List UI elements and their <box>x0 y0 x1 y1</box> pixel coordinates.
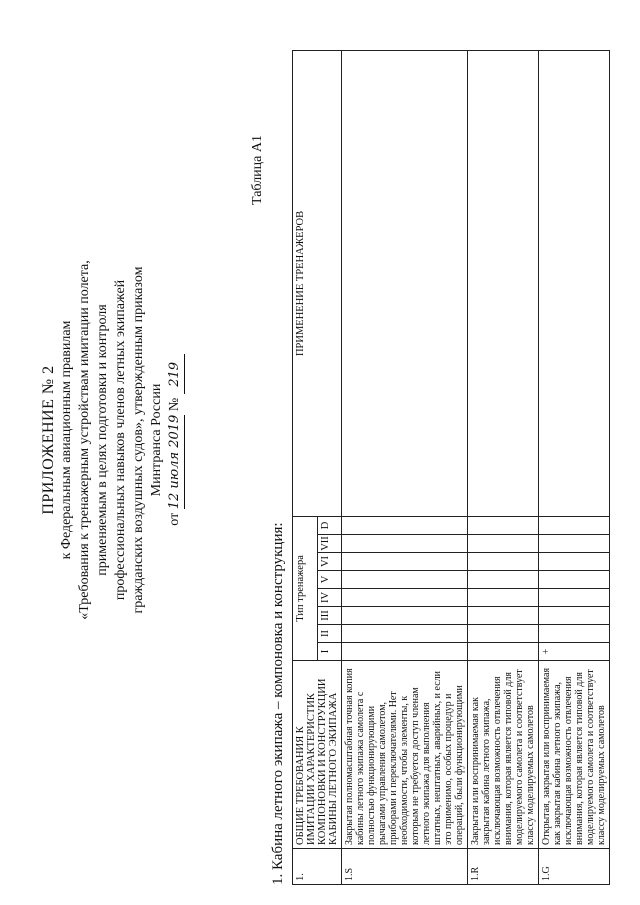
row-type-mark <box>342 516 468 534</box>
row-type-mark <box>468 643 539 661</box>
header-line-3: «Требования к тренажерным устройствам имитации полета, <box>77 260 92 620</box>
table-label: Таблица А1 <box>250 135 265 205</box>
header-description: ОБЩИЕ ТРЕБОВАНИЯ К ИМИТАЦИИ ХАРАКТЕРИСТИК КОМПОНОВКИ И КОНСТРУКЦИИ КАБИНЫ ЛЕТНОГО ЭКИПАЖА <box>293 661 342 849</box>
number-prefix: № <box>167 397 182 412</box>
order-number: 219 <box>166 354 185 394</box>
row-type-mark <box>539 553 610 571</box>
header-line-2: к Федеральным авиационным правилам <box>59 320 74 560</box>
header-type-vii: VII <box>317 535 342 553</box>
header-number: 1. <box>293 849 342 885</box>
appendix-header <box>40 170 185 710</box>
row-type-mark <box>468 571 539 589</box>
table-body <box>342 51 610 885</box>
row-type-mark <box>539 535 610 553</box>
row-type-mark <box>468 625 539 643</box>
row-application <box>342 51 468 517</box>
row-type-mark <box>468 589 539 607</box>
table-header-row <box>293 51 318 885</box>
header-line-6: гражданских воздушных судов», утвержденным приказом <box>131 266 146 614</box>
appendix-title: ПРИЛОЖЕНИЕ № 2 <box>40 365 57 515</box>
row-type-mark <box>539 589 610 607</box>
table-row <box>468 51 539 885</box>
header-type-v: V <box>317 571 342 589</box>
section-title: 1. Кабина летного экипажа – компоновка и конструкция: <box>270 522 286 885</box>
row-type-mark <box>342 535 468 553</box>
row-number: 1.S <box>342 849 468 885</box>
date-prefix: от <box>167 512 182 526</box>
row-description: Открытая, закрытая или воспринимаемая как закрытая кабина летного экипажа, исключающая возможность отвлечения внимания, которая является типовой для моделируемого самолета и соответствует классу моделируемых самолетов <box>539 661 610 849</box>
header-application: ПРИМЕНЕНИЕ ТРЕНАЖЕРОВ <box>293 51 342 517</box>
header-line-7: Минтранса России <box>149 383 164 497</box>
row-type-mark <box>342 625 468 643</box>
header-line-5: профессиональных навыков членов летных экипажей <box>113 279 128 601</box>
row-type-mark <box>539 571 610 589</box>
order-date-line <box>166 170 185 710</box>
row-number: 1.R <box>468 849 539 885</box>
row-type-mark <box>468 553 539 571</box>
order-date: 12 июля 2019 <box>166 415 185 510</box>
header-type-iv: IV <box>317 589 342 607</box>
header-type-i: I <box>317 643 342 661</box>
row-type-mark <box>468 535 539 553</box>
table-row <box>342 51 468 885</box>
requirements-table <box>292 50 610 885</box>
row-type-mark <box>468 607 539 625</box>
row-type-mark <box>342 643 468 661</box>
row-type-mark <box>342 607 468 625</box>
row-type-mark <box>342 571 468 589</box>
row-type-mark <box>468 516 539 534</box>
row-description: Закрытая или воспринимаемая как закрытая кабина летного экипажа, исключающая возможность отвлечения внимания, которая является типовой для моделируемого самолета и соответствует классу моделируемых самолетов <box>468 661 539 849</box>
row-application <box>468 51 539 517</box>
header-type-vi: VI <box>317 553 342 571</box>
row-type-mark: + <box>539 643 610 661</box>
row-type-mark <box>539 625 610 643</box>
header-type-iii: III <box>317 607 342 625</box>
row-description: Закрытая полномасштабная точная копия кабины летного экипажа самолета с полностью функционирующими рычагами управления самолетом, приборами и переключателями. Нет необходимости, чтобы элементы, к которым не требуется доступ членам летного экипажа для выполнения штатных, нештатных, аварийных, и если это применимо, особых процедур и операций, были функционирующими <box>342 661 468 849</box>
header-type-group: Тип тренажера <box>293 516 318 660</box>
row-type-mark <box>539 607 610 625</box>
row-number: 1.G <box>539 849 610 885</box>
header-type-d: D <box>317 516 342 534</box>
header-line-4: применяемым в целях подготовки и контроля <box>95 304 110 576</box>
row-type-mark <box>342 589 468 607</box>
table-row <box>539 51 610 885</box>
row-type-mark <box>342 553 468 571</box>
row-type-mark <box>539 516 610 534</box>
header-type-ii: II <box>317 625 342 643</box>
row-application <box>539 51 610 517</box>
